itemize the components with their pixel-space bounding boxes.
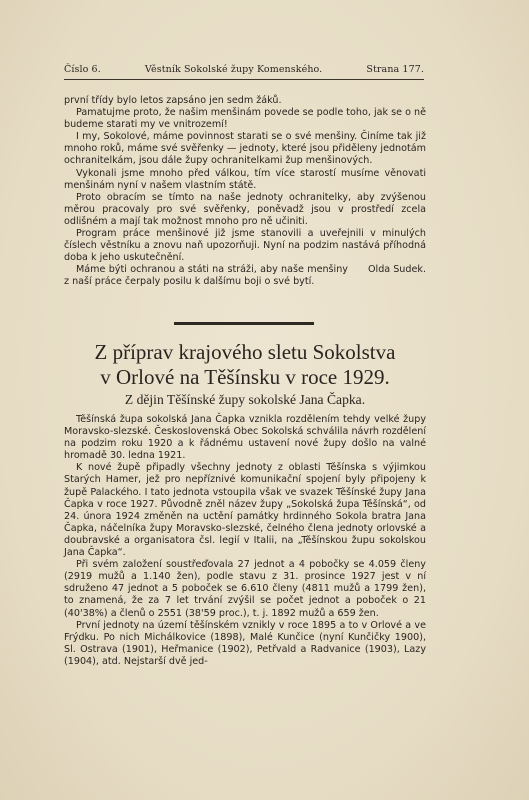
closing-paragraph [64,264,426,288]
journal-title: Věstník Sokolské župy Komenského. [144,64,323,75]
author-signature: Olda Sudek. [367,264,426,276]
header-rule [64,79,424,80]
running-header [64,64,424,75]
intro-section [64,95,426,289]
page-number: Strana 177. [366,64,424,75]
article-paragraph: Těšínská župa sokolská Jana Čapka vznikla rozdělením tehdy velké župy Moravsko-slezské. Československá Obec Sokolská schválila návrh rozdělení na podzim roku 1920 a k řádnému ustavení nové župy došlo na valné hromadě 30. ledna 1921. [64,414,426,462]
issue-number: Číslo 6. [64,64,101,75]
intro-paragraph: první třídy bylo letos zapsáno jen sedm žáků. [64,95,282,106]
intro-paragraph: I my, Sokolové, máme povinnost starati se o své menšiny. Činíme tak již mnoho roků, máme své svěřenky — jednoty, které jsou přiděleny jednotám ochranitelkám, jsou dále župy ochranitelkami žup menšinových. [64,131,426,167]
intro-paragraph: Pamatujme proto, že našim menšinám povede se podle toho, jak se o ně budeme starati my ve vnitrozemí! [64,107,426,131]
article-paragraph: Při svém založení soustřeďovala 27 jednot a 4 pobočky se 4.059 členy (2919 mužů a 1.140 žen), podle stavu z 31. prosince 1927 jest v ní sdruženo 47 jednot a 5 poboček se 6.610 členy (4811 mužů a 1799 žen), to znamená, že za 7 let trvání zvýšil se počet jednot a poboček o 21 (40'38%) a členů o 2551 (38'59 proc.), t. j. 1892 mužů a 659 žen. [64,559,426,619]
article-subtitle: Z dějin Těšínské župy sokolské Jana Čapka. [124,392,366,407]
article-title-line: v Orlové na Těšínsku v roce 1929. [100,365,390,389]
intro-paragraph: Proto obracím se tímto na naše jednoty ochranitelky, aby zvýšenou měrou pracovaly pro své svěřenky, poněvadž jsou v prostředí zcela odlišném a mají tak možnost mnoho pro ně učiniti. [64,191,426,227]
article-title-line: Z příprav krajového sletu Sokolstva [94,340,396,364]
article-paragraph: První jednoty na území těšínském vznikly v roce 1895 a to v Orlové a ve Frýdku. Po nich Michálkovice (1898), Malé Kunčice (nyní Kunčičky 1900), Sl. Ostrava (1901), Heřmanice (1902), Petřvald a Radvanice (1903), Lazy (1904), atd. Nejstarší dvě jed- [64,619,426,667]
article-title [64,340,426,390]
intro-paragraph: Program práce menšinové již jsme stanovili a uveřejnili v minulých číslech věstníku a znovu naň upozorňuji. Nyní na podzim nastává příhodná doba k jeho uskutečnění. [64,228,426,264]
article-body [64,414,426,668]
article-paragraph: K nové župě připadly všechny jednoty z oblasti Těšínska s výjimkou Starých Hamer, jež pro nepříznivé komunikační spojení byly připojeny k župě Palackého. I tato jednota vstoupila však ve svazek Těšínské župy Jana Čapka v roce 1927. Původně zněl název župy „Sokolská župa Těšínská“, od 24. února 1924 změněn na uctění památky hrdinného Sokola bratra Jana Čapka, náčelníka župy Moravsko-slezské, čelného člena jednoty orlovské a doubravské a organisatora čsl. legií v Italii, na „Těšínskou župu sokolskou Jana Čapka“. [64,462,426,559]
closing-text: Máme býti ochranou a státi na stráži, aby naše menšiny z naší práce čerpaly posilu k dalšímu boji o své bytí. [64,264,348,288]
section-divider [174,322,314,325]
intro-paragraph: Vykonali jsme mnoho před válkou, tím více starostí musíme věnovati menšinám nyní v našem vlastním státě. [64,167,426,191]
